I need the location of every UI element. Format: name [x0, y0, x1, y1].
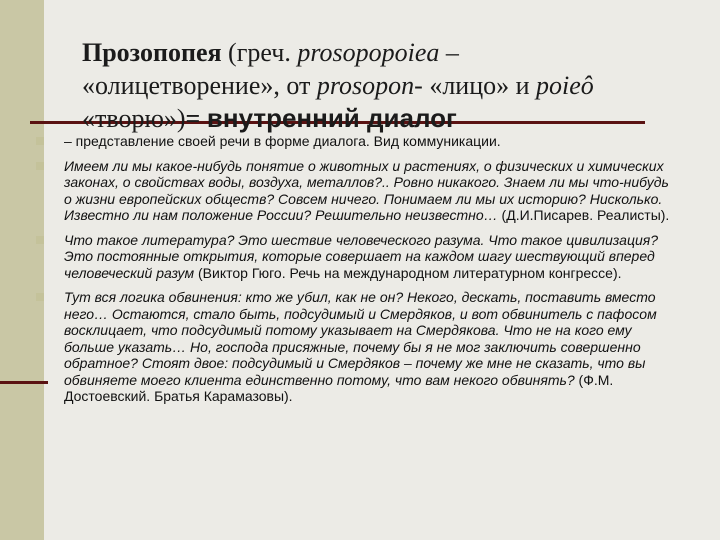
- item-italic-text: Что такое литература? Это шествие человеческого разума. Что такое цивилизация? Это постоянные открытия, которые совершает на каждом шагу шествующий вперед человеческий разум: [64, 231, 658, 281]
- list-item: [34, 232, 674, 282]
- list-item: [34, 289, 674, 405]
- item-italic-text: Тут вся логика обвинения: кто же убил, как не он? Некого, дескать, поставить вместо него… Остаются, стало быть, подсудимый и Смердяков, и вот обвинитель с пафосом восклицает, что подсудимый потому указывает на Смердякова. Что не на кого ему больше указать… Но, господа присяжные, почему бы я не мог заключить совершенно обратное? Стоят двое: подсудимый и Смердяков – почему же мне не сказать, что вы обвиняете моего клиента единственно потому, что вам некого обвинять?: [64, 289, 657, 388]
- title-prosopon: prosopon: [316, 71, 415, 100]
- title-paren-open: (греч.: [221, 38, 298, 67]
- square-bullet-icon: [36, 137, 44, 145]
- item-plain-text: (Виктор Гюго. Речь на международном литературном конгрессе).: [194, 264, 622, 281]
- item-italic-text: Имеем ли мы какое-нибудь понятие о животных и растениях, о физических и химических законах, о свойствах воды, воздуха, металлов?.. Ровно никакого. Знаем ли мы что-нибудь о жизни европейских обществ? Совсем ничего. Понимаем ли мы их историю? Нисколько. Известно ли нам положение России? Решительно неизвестно…: [64, 157, 669, 223]
- slide-title: [82, 36, 642, 135]
- item-plain-text: – представление своей речи в форме диалога. Вид коммуникации.: [64, 133, 501, 149]
- title-greek-word: prosopopoiea: [297, 38, 440, 67]
- title-face: - «лицо» и: [414, 71, 537, 100]
- title-equals: =: [185, 104, 207, 133]
- square-bullet-icon: [36, 162, 44, 170]
- item-plain-text: (Д.И.Писарев. Реалисты).: [497, 207, 670, 223]
- square-bullet-icon: [36, 293, 44, 301]
- content-list: [34, 133, 674, 413]
- list-item: [34, 133, 674, 150]
- item-plain-text: (Ф.М. Достоевский. Братья Карамазовы).: [64, 371, 614, 404]
- title-inner-dialog: внутренний диалог: [206, 103, 457, 133]
- square-bullet-icon: [36, 236, 44, 244]
- title-term: Прозопопея: [82, 38, 222, 67]
- list-item: [34, 158, 674, 224]
- title-create: «творю»): [82, 104, 186, 133]
- title-dash-quote: – «олицетворение», от: [82, 38, 459, 100]
- title-poieo: poieô: [536, 71, 594, 100]
